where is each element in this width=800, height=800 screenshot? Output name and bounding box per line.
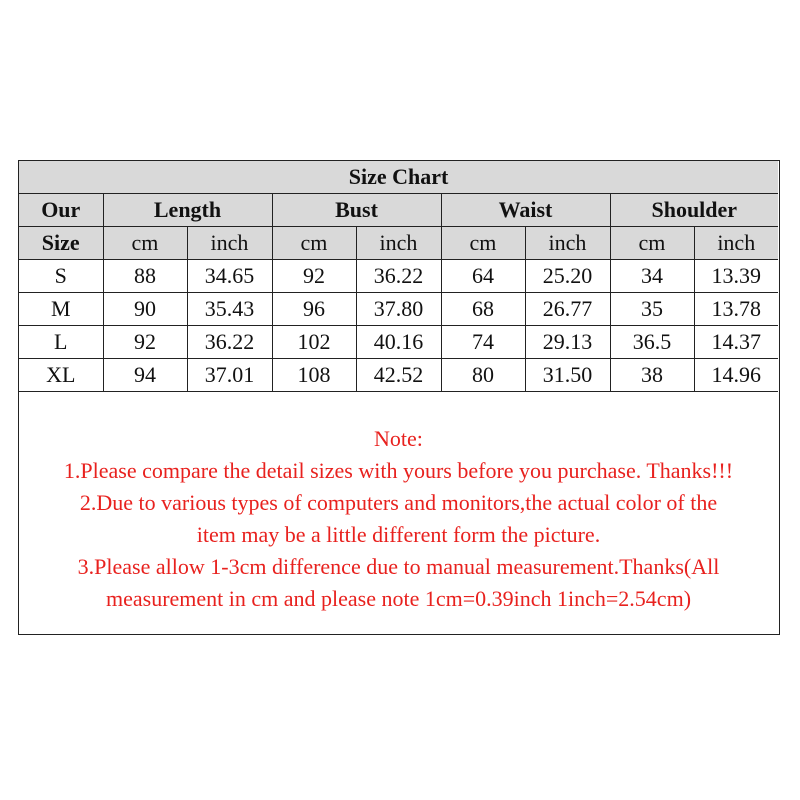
shoulder-inch-cell: 14.37 <box>694 326 778 359</box>
waist-cm-cell: 74 <box>441 326 525 359</box>
our-size-label-top: Our <box>19 194 103 227</box>
bust-cm-cell: 102 <box>272 326 356 359</box>
bust-inch-cell: 42.52 <box>356 359 441 392</box>
note-line-3: 3.Please allow 1-3cm difference due to manual measurement.Thanks(All <box>77 554 720 579</box>
bust-inch-cell: 37.80 <box>356 293 441 326</box>
note-line-3-continued: measurement in cm and please note 1cm=0.39inch 1inch=2.54cm) <box>105 586 692 611</box>
bust-inch-header: inch <box>356 227 441 260</box>
bust-inch-cell: 40.16 <box>356 326 441 359</box>
table-title: Size Chart <box>19 161 778 194</box>
waist-cm-cell: 68 <box>441 293 525 326</box>
shoulder-cm-cell: 34 <box>610 260 694 293</box>
waist-cm-cell: 64 <box>441 260 525 293</box>
note-line-1: 1.Please compare the detail sizes with yours before you purchase. Thanks!!! <box>63 458 734 483</box>
waist-inch-cell: 29.13 <box>525 326 610 359</box>
shoulder-cm-cell: 36.5 <box>610 326 694 359</box>
length-header: Length <box>103 194 272 227</box>
waist-cm-header: cm <box>441 227 525 260</box>
bust-cm-cell: 108 <box>272 359 356 392</box>
bust-cm-cell: 92 <box>272 260 356 293</box>
table-row <box>19 260 778 293</box>
shoulder-cm-cell: 35 <box>610 293 694 326</box>
length-cm-header: cm <box>103 227 187 260</box>
length-cm-cell: 90 <box>103 293 187 326</box>
size-cell: L <box>19 326 103 359</box>
bust-inch-cell: 36.22 <box>356 260 441 293</box>
shoulder-inch-cell: 14.96 <box>694 359 778 392</box>
table-row <box>19 359 778 392</box>
bust-cm-header: cm <box>272 227 356 260</box>
length-inch-header: inch <box>187 227 272 260</box>
note-heading: Note: <box>374 426 423 451</box>
our-size-label-bottom: Size <box>19 227 103 260</box>
shoulder-cm-header: cm <box>610 227 694 260</box>
unit-header-row <box>19 227 778 260</box>
group-header-row <box>19 194 778 227</box>
waist-inch-cell: 25.20 <box>525 260 610 293</box>
shoulder-inch-cell: 13.39 <box>694 260 778 293</box>
length-inch-cell: 37.01 <box>187 359 272 392</box>
title-row <box>19 161 778 194</box>
shoulder-inch-cell: 13.78 <box>694 293 778 326</box>
note-line-2: 2.Due to various types of computers and monitors,the actual color of the <box>79 490 718 515</box>
table-row <box>19 326 778 359</box>
waist-cm-cell: 80 <box>441 359 525 392</box>
size-table <box>19 161 778 392</box>
waist-inch-cell: 26.77 <box>525 293 610 326</box>
size-cell: M <box>19 293 103 326</box>
shoulder-inch-header: inch <box>694 227 778 260</box>
bust-cm-cell: 96 <box>272 293 356 326</box>
waist-header: Waist <box>441 194 610 227</box>
table-row <box>19 293 778 326</box>
shoulder-header: Shoulder <box>610 194 778 227</box>
size-cell: XL <box>19 359 103 392</box>
size-cell: S <box>19 260 103 293</box>
note-line-2-continued: item may be a little different form the picture. <box>196 522 601 547</box>
waist-inch-cell: 31.50 <box>525 359 610 392</box>
length-cm-cell: 88 <box>103 260 187 293</box>
length-cm-cell: 92 <box>103 326 187 359</box>
length-inch-cell: 34.65 <box>187 260 272 293</box>
size-chart <box>18 160 780 635</box>
waist-inch-header: inch <box>525 227 610 260</box>
bust-header: Bust <box>272 194 441 227</box>
length-cm-cell: 94 <box>103 359 187 392</box>
length-inch-cell: 36.22 <box>187 326 272 359</box>
length-inch-cell: 35.43 <box>187 293 272 326</box>
shoulder-cm-cell: 38 <box>610 359 694 392</box>
notes-block <box>19 423 778 615</box>
